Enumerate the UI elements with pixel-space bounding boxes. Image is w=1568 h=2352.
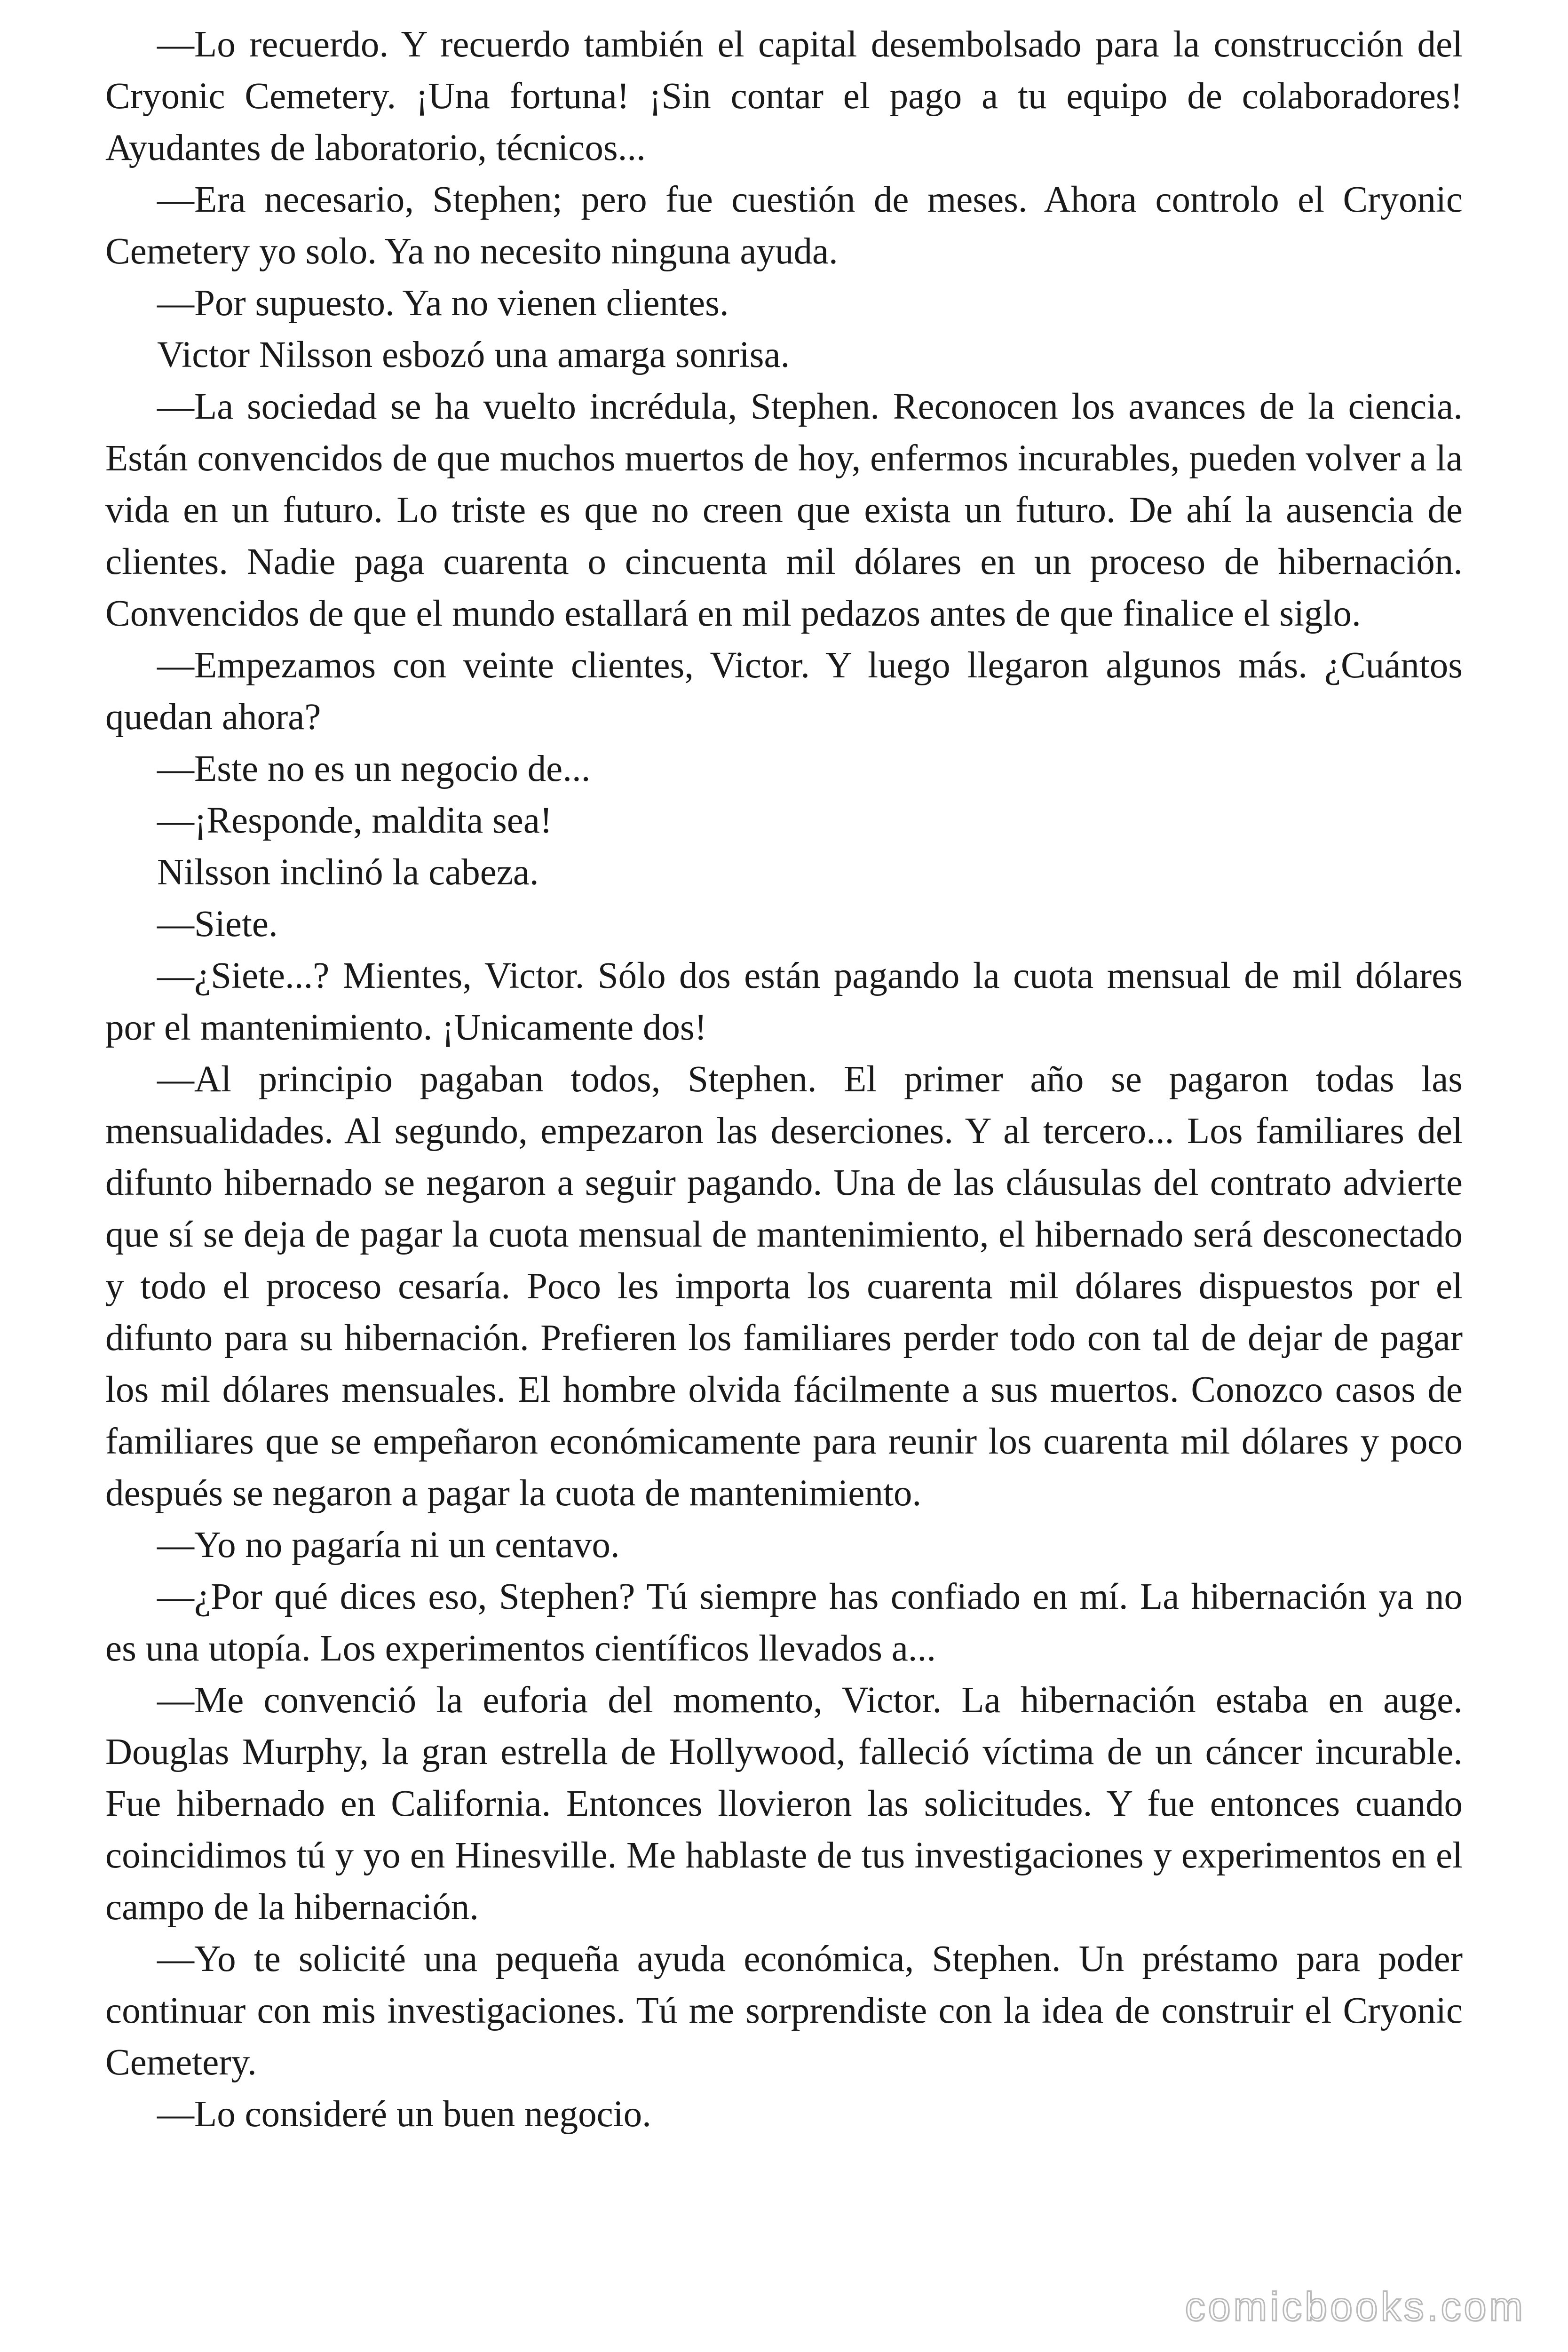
paragraph: —Yo no pagaría ni un centavo. [157,1525,620,1565]
paragraph: —La sociedad se ha vuelto incrédula, Stephen. Reconocen los avances de la ciencia. Están convencidos de que muchos muertos de hoy, enfermos incurables, pueden volver a la vida en un futuro. Lo triste es que no creen que exista un futuro. De ahí la ausencia de clientes. Nadie paga cuarenta o cincuenta mil dólares en un proceso de hibernación. Convencidos de que el mundo estallará en mil pedazos antes de que finalice el siglo. [105,386,1463,634]
paragraph: —Lo consideré un buen negocio. [157,2094,651,2135]
paragraph: —Empezamos con veinte clientes, Victor. Y luego llegaron algunos más. ¿Cuántos quedan ahora? [105,645,1463,738]
paragraph: —Yo te solicité una pequeña ayuda económica, Stephen. Un préstamo para poder continuar con mis investigaciones. Tú me sorprendiste con la idea de construir el Cryonic Cemetery. [105,1939,1463,2083]
paragraph: —¿Por qué dices eso, Stephen? Tú siempre has confiado en mí. La hibernación ya no es una utopía. Los experimentos científicos llevados a... [105,1576,1463,1669]
body-text [105,19,1463,2140]
watermark: comicbooks.com [1185,2284,1526,2329]
paragraph: —Al principio pagaban todos, Stephen. El primer año se pagaron todas las mensualidades. Al segundo, empezaron las deserciones. Y al tercero... Los familiares del difunto hibernado se negaron a seguir pagando. Una de las cláusulas del contrato advierte que sí se deja de pagar la cuota mensual de mantenimiento, el hibernado será desconectado y todo el proceso cesaría. Poco les importa los cuarenta mil dólares dispuestos por el difunto para su hibernación. Prefieren los familiares perder todo con tal de dejar de pagar los mil dólares mensuales. El hombre olvida fácilmente a sus muertos. Conozco casos de familiares que se empeñaron económicamente para reunir los cuarenta mil dólares y poco después se negaron a pagar la cuota de mantenimiento. [105,1059,1463,1514]
paragraph: —Me convenció la euforia del momento, Victor. La hibernación estaba en auge. Douglas Murphy, la gran estrella de Hollywood, falleció víctima de un cáncer incurable. Fue hibernado en California. Entonces llovieron las solicitudes. Y fue entonces cuando coincidimos tú y yo en Hinesville. Me hablaste de tus investigaciones y experimentos en el campo de la hibernación. [105,1680,1463,1928]
paragraph: —Era necesario, Stephen; pero fue cuestión de meses. Ahora controlo el Cryonic Cemetery yo solo. Ya no necesito ninguna ayuda. [105,179,1463,272]
paragraph: —¿Siete...? Mientes, Victor. Sólo dos están pagando la cuota mensual de mil dólares por el mantenimiento. ¡Unicamente dos! [105,955,1463,1048]
paragraph: —Lo recuerdo. Y recuerdo también el capital desembolsado para la construcción del Cryonic Cemetery. ¡Una fortuna! ¡Sin contar el pago a tu equipo de colaboradores! Ayudantes de laboratorio, técnicos... [105,24,1463,168]
paragraph: —Siete. [157,904,278,945]
paragraph: —¡Responde, maldita sea! [157,800,553,841]
paragraph: Nilsson inclinó la cabeza. [157,852,539,893]
paragraph: —Este no es un negocio de... [157,748,591,789]
paragraph: Victor Nilsson esbozó una amarga sonrisa. [157,334,790,375]
paragraph: —Por supuesto. Ya no vienen clientes. [157,283,729,324]
